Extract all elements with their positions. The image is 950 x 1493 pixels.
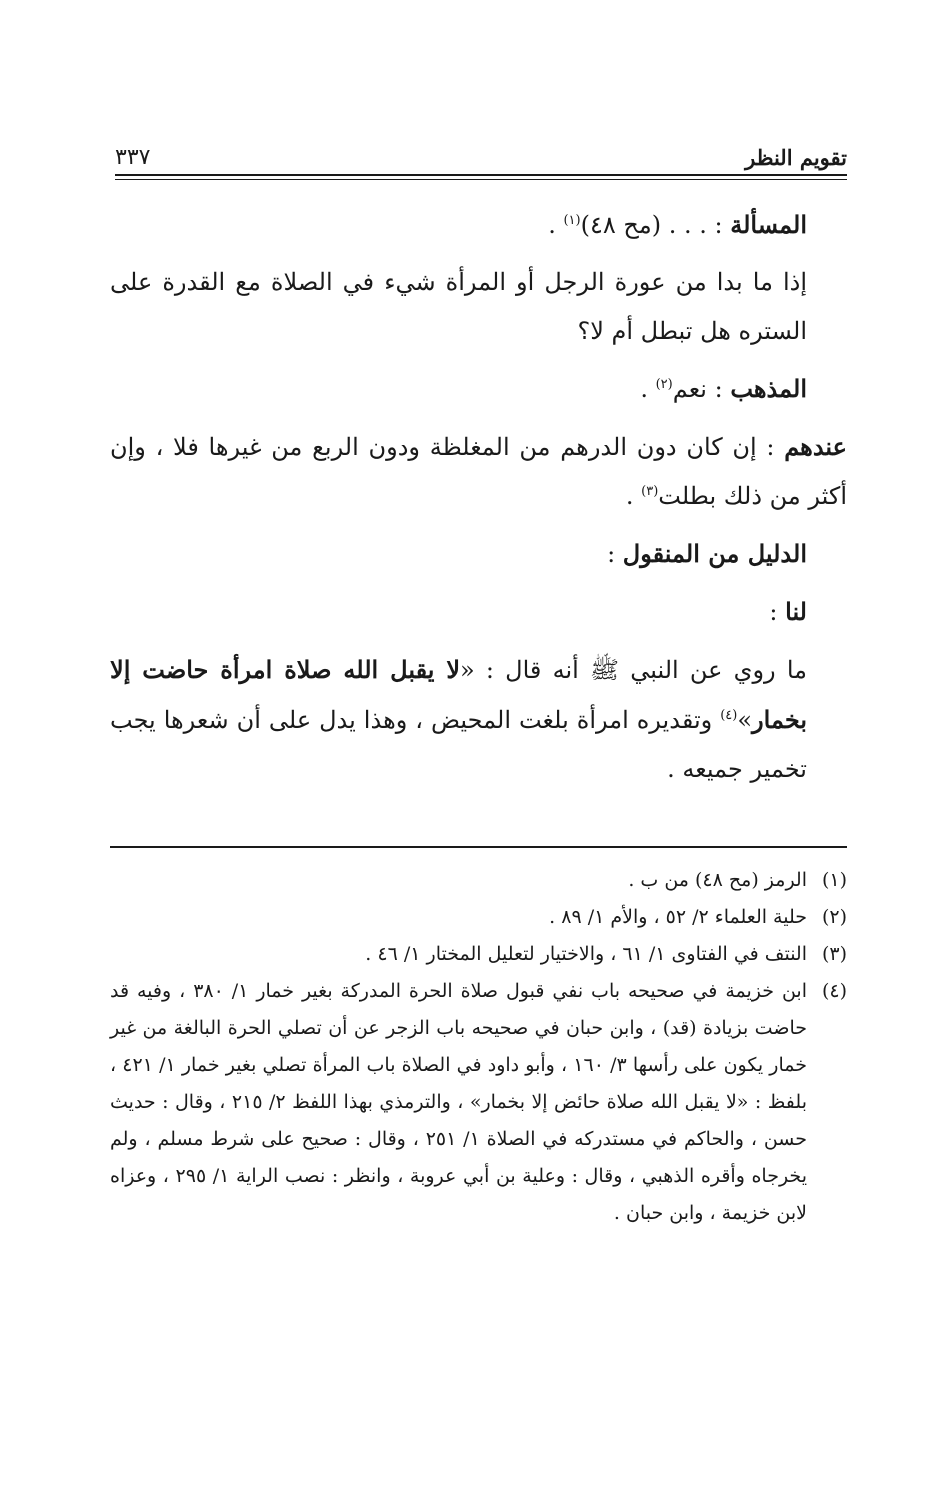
- madhhab-text: : نعم: [672, 375, 731, 403]
- footnote-ref-3: (٣): [641, 484, 659, 499]
- main-text: [110, 200, 847, 794]
- masala-label: المسألة: [730, 210, 807, 239]
- footnote-ref-2: (٢): [655, 377, 673, 392]
- header-rule-thick: [115, 174, 847, 176]
- hadith-paragraph: [110, 645, 847, 794]
- footnote-number: (٤): [821, 980, 847, 1002]
- page-number: ٣٣٧: [115, 145, 151, 170]
- hadith-close: »: [737, 706, 753, 734]
- footnote-item: [110, 973, 847, 1232]
- header-rule-thin: [115, 179, 847, 180]
- footnote-text: ابن خزيمة في صحيحه باب نفي قبول صلاة الحرة المدركة بغير خمار ١/ ٣٨٠ ، وفيه قد حاضت بزيادة (قد) ، وابن حبان في صحيحه باب الزجر عن أن تصلي الحرة البالغة من غير خمار يكون على رأسها ٣/ ١٦٠ ، وأبو داود في الصلاة باب المرأة تصلي بغير خمار ١/ ٤٢١ ، بلفظ : «لا يقبل الله صلاة حائض إلا بخمار» ، والترمذي بهذا اللفظ ٢/ ٢١٥ ، وقال : حديث حسن ، والحاكم في مستدركه في الصلاة ١/ ٢٥١ ، وقال : صحيح على شرط مسلم ، ولم يخرجاه وأقره الذهبي ، وقال : وعلية بن أبي عروبة ، وانظر : نصب الراية ١/ ٢٩٥ ، وعزاه لابن خزيمة ، وابن حبان .: [110, 980, 807, 1224]
- footnote-item: [110, 936, 847, 973]
- footnotes: [110, 862, 847, 1232]
- footnote-text: حلية العلماء ٢/ ٥٢ ، والأم ١/ ٨٩ .: [549, 906, 807, 928]
- madhhab-end: .: [640, 375, 656, 403]
- footnote-text: الرمز (مح ٤٨) من ب .: [628, 869, 807, 891]
- footnote-ref-4: (٤): [720, 708, 738, 723]
- indahum-end: .: [625, 482, 642, 510]
- book-title: تقويم النظر: [745, 145, 847, 170]
- dalil-heading: الدليل من المنقول: [622, 539, 807, 568]
- hadith-intro: ما روي عن النبي ﷺ أنه قال : «: [460, 656, 807, 684]
- footnote-number: (٢): [821, 906, 847, 928]
- footnote-item: [110, 862, 847, 899]
- lana-colon: :: [769, 598, 786, 626]
- masala-line: [110, 200, 847, 250]
- footnote-number: (٣): [821, 943, 847, 965]
- madhhab-line: [110, 364, 847, 414]
- footnote-number: (١): [821, 869, 847, 891]
- lana-heading-line: [110, 587, 847, 637]
- running-header: [115, 136, 847, 170]
- footnote-separator: [110, 846, 847, 848]
- madhhab-label: المذهب: [730, 374, 807, 403]
- dalil-heading-line: [110, 529, 847, 579]
- hadith-text: لا يقبل الله صلاة امرأة حاضت إلا بخمار: [110, 655, 807, 734]
- indahum-paragraph: [110, 422, 847, 521]
- masala-end: .: [548, 211, 564, 239]
- footnote-item: [110, 899, 847, 936]
- indahum-label: عندهم: [784, 432, 847, 461]
- masala-text: : . . . (مح ٤٨): [580, 211, 731, 239]
- lana-heading: لنا: [785, 597, 807, 626]
- indahum-text: : إن كان دون الدرهم من المغلظة ودون الربع من غيرها فلا ، وإن أكثر من ذلك بطلت: [110, 433, 847, 510]
- hadith-after: وتقديره امرأة بلغت المحيض ، وهذا يدل على أن شعرها يجب تخمير جميعه .: [110, 706, 807, 783]
- footnote-text: النتف في الفتاوى ١/ ٦١ ، والاختيار لتعليل المختار ١/ ٤٦ .: [365, 943, 807, 965]
- question-paragraph: إذا ما بدا من عورة الرجل أو المرأة شيء في الصلاة مع القدرة على الستره هل تبطل أم لا؟: [110, 268, 807, 345]
- footnote-ref-1: (١): [563, 213, 581, 228]
- dalil-colon: :: [607, 540, 623, 568]
